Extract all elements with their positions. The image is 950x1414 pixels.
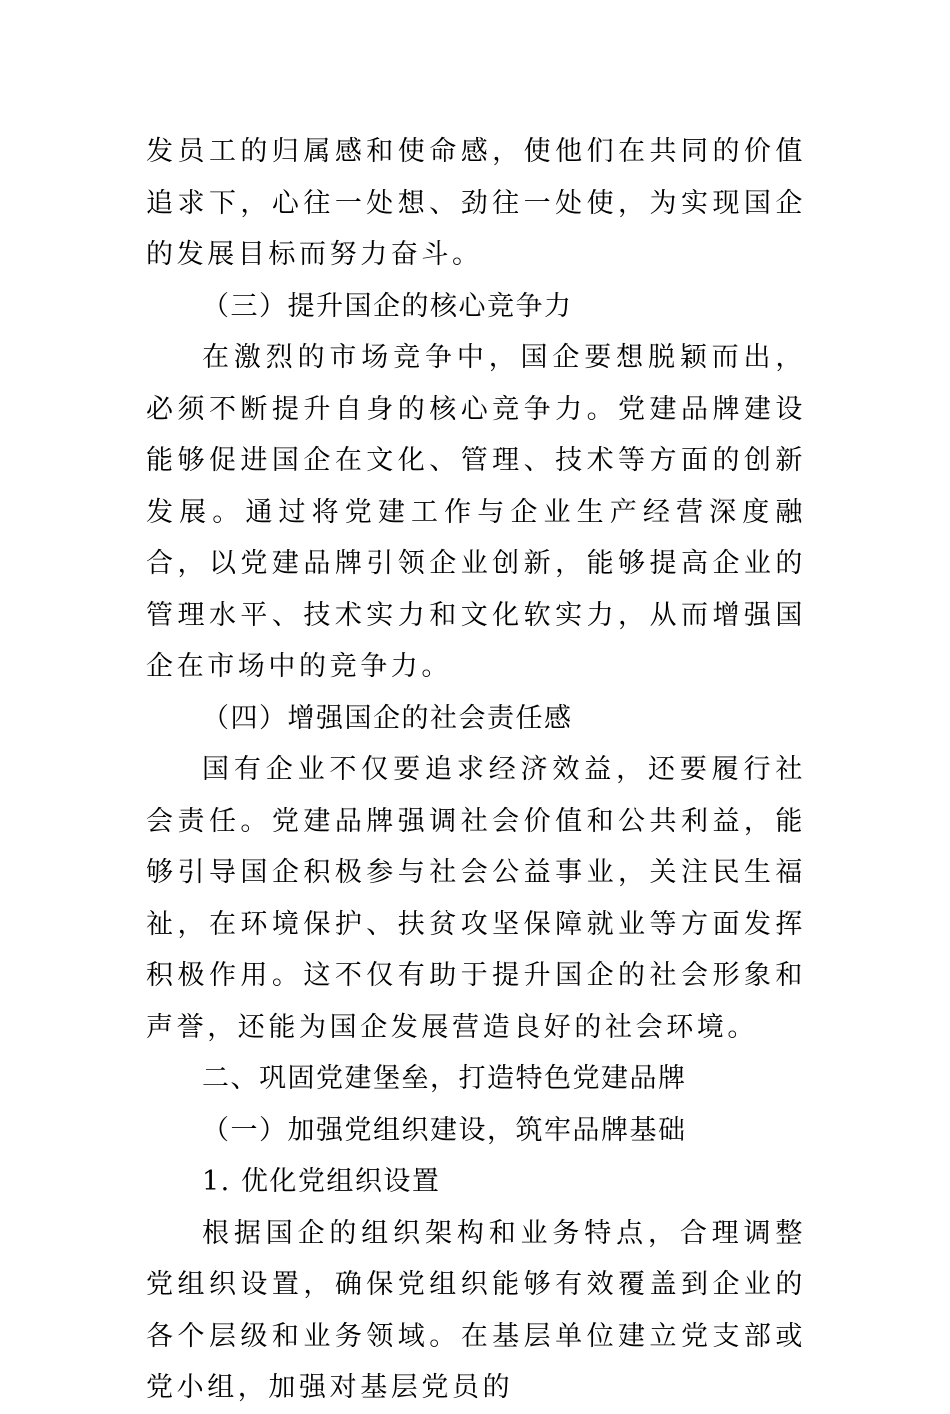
section-heading-1: （一）加强党组织建设，筑牢品牌基础 xyxy=(202,1114,687,1146)
paragraph-org-setup: 根据国企的组织架构和业务特点，合理调整党组织设置，确保党组织能够有效覆盖到企业的各个层级和业务领域。在基层单位建立党支部或党小组，加强对基层党员的 xyxy=(146,1217,806,1403)
paragraph-continuation: 发员工的归属感和使命感，使他们在共同的价值追求下，心往一处想、劲往一处使，为实现国企的发展目标而努力奋斗。 xyxy=(146,136,806,270)
paragraph-competitiveness: 在激烈的市场竞争中，国企要想脱颖而出，必须不断提升自身的核心竞争力。党建品牌建设能够促进国企在文化、管理、技术等方面的创新发展。通过将党建工作与企业生产经营深度融合，以党建品牌引领企业创新，能够提高企业的管理水平、技术实力和文化软实力，从而增强国企在市场中的竞争力。 xyxy=(146,342,806,682)
document-body xyxy=(146,126,806,1414)
chapter-heading-2: 二、巩固党建堡垒，打造特色党建品牌 xyxy=(202,1063,687,1094)
section-heading-4: （四）增强国企的社会责任感 xyxy=(202,702,573,734)
section-heading-3: （三）提升国企的核心竞争力 xyxy=(202,290,573,322)
subsection-heading-1: 1. 优化党组织设置 xyxy=(202,1166,441,1197)
paragraph-social-responsibility: 国有企业不仅要追求经济效益，还要履行社会责任。党建品牌强调社会价值和公共利益，能够引导国企积极参与社会公益事业，关注民生福祉，在环境保护、扶贫攻坚保障就业等方面发挥积极作用。这不仅有助于提升国企的社会形象和声誉，还能为国企发展营造良好的社会环境。 xyxy=(146,754,806,1043)
